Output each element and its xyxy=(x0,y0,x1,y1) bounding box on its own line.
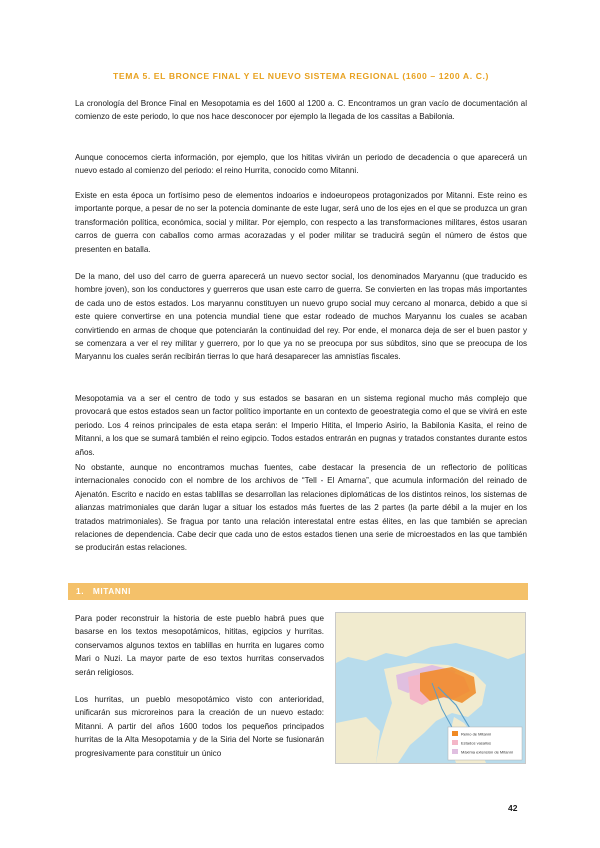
chapter-title: TEMA 5. EL BRONCE FINAL Y EL NUEVO SISTEMA REGIONAL (1600 – 1200 A. C.) xyxy=(113,71,489,81)
section-heading xyxy=(76,586,131,596)
legend-swatch xyxy=(452,740,458,745)
page-number: 42 xyxy=(508,803,518,813)
legend-entry: Estados vasallos xyxy=(461,740,492,746)
paragraph-maryannu: De la mano, del uso del carro de guerra aparecerá un nuevo sector social, los denominados Maryannu (que traducido es hombre joven), son los conductores y guerreros que usan este carro de guerra. Se convierten en las tropas más importantes de cada uno de estos estados. Los maryannu constituyen un nuevo grupo social muy cercano al monarca, debido a que si este quiere convertirse en una potencia mundial tiene que estar rodeado de muchos Maryannu los cuales se acaban convirtiendo en armas de choque que potenciarán la continuidad del rey. Por ende, el monarca deja de ser el buen pastor y se comenzara a ver el rey militar y guerrero, por lo que ya no se preocupa por sus súbditos, sino que se preocupa de los Maryannu los cuales serán recibirán tierras lo que hará desaparecer las amnistías fiscales. xyxy=(75,272,527,362)
legend-entry: Máxima extensión de Mitanni xyxy=(461,749,513,755)
section-heading-bar xyxy=(68,583,528,600)
legend-entry: Reino de Mitanni xyxy=(461,731,492,737)
paragraph-mitanni-intro: Aunque conocemos cierta información, por ejemplo, que los hititas vivirán un periodo de decadencia o que aparecerá un nuevo estado al comienzo del periodo: el reino Hurrita, conocido como Mitanni. xyxy=(75,153,527,176)
paragraph-indoarian: Existe en esta época un fortísimo peso de elementos indoarios e indoeuropeos protagonizados por Mitanni. Este reino es importante porque, a pesar de no ser la potencia dominante de este lugar, será uno de los ejes en el que se produzca un gran transformación política, económica, social y militar. Por ejemplo, con respecto a las transformaciones militares, éstos usaran carros de guerra con caballos como armas acorazadas y el poder militar se traducirá según el número de éstos que presenten en batalla. xyxy=(75,191,527,254)
map-graphic xyxy=(336,613,525,763)
paragraph-amarna: No obstante, aunque no encontramos muchas fuentes, cabe destacar la presencia de un reflectorio de políticas internacionales conocido con el nombre de los archivos de “Tell - El Amarna”, que acumula información del reinado de Ajenatón. Escrito e nacido en estas tablillas se desarrollan las relaciones diplomáticas de los distintos reinos, los sistemas de alianzas matrimoniales que darán lugar a situar los estados más fuertes de las 2 partes (la parte débil a la mujer en los tratados matrimoniales). Se fragua por tanto una relación interestatal entre estas élites, en las que también se aprecian relaciones de dependencia. Cabe decir que cada uno de estos estados tienen una serie de microestados en las que también se producirán estas relaciones. xyxy=(75,463,527,553)
section-number: 1. xyxy=(76,586,85,596)
paragraph-hurrians: Los hurritas, un pueblo mesopotámico visto con anterioridad, unificarán sus microreinos para la creación de un nuevo estado: Mitanni. A partir del años 1600 todos los pequeños principados hurritas de la Alta Mesopotamia y de la Siria del Norte se fusionarán progresivamente para constituir un único xyxy=(75,695,324,758)
paragraph-regional-system: Mesopotamia va a ser el centro de todo y sus estados se basaran en un sistema regional mucho más complejo que provocará que estos estados sean un factor político importante en un contexto de geoestrategia como el que se vivirá en este periodo. Los 4 reinos principales de esta etapa serán: el Imperio Hitita, el Imperio Asirio, la Babilonia Kasita, el reino de Mitanni, a los que se sumará también el reino egipcio. Todos estados entrarán en pugnas y tratados constantes durante estos años. xyxy=(75,394,527,457)
paragraph-sources: Para poder reconstruir la historia de este pueblo habrá pues que basarse en los textos mesopotámicos, hititas, egipcios y hurritas. conservamos algunos textos en tablillas en hurrita en lugares como Mari o Nuzi. La mayor parte de eso textos hurritas conservados serán religiosos. xyxy=(75,614,324,677)
mitanni-map xyxy=(335,612,526,764)
paragraph-chronology: La cronología del Bronce Final en Mesopotamia es del 1600 al 1200 a. C. Encontramos un gran vacío de documentación al comienzo de este periodo, lo que nos hace desconocer por ejemplo la llegada de los cassitas a Babilonia. xyxy=(75,99,527,122)
legend-swatch xyxy=(452,749,458,754)
legend-swatch xyxy=(452,731,458,736)
section-label: MITANNI xyxy=(92,586,131,596)
